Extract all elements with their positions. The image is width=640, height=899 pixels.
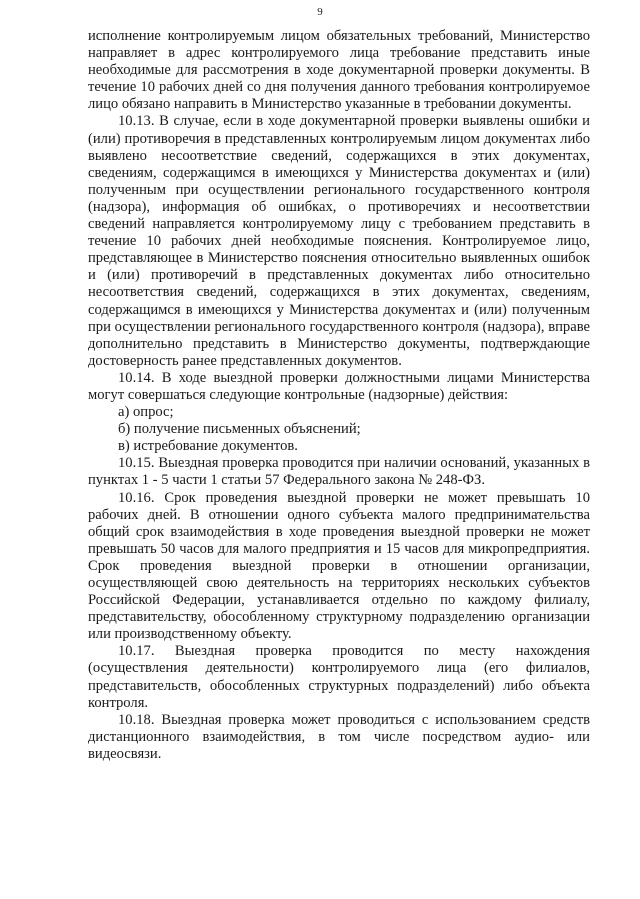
page-number: 9 xyxy=(317,6,323,18)
list-item-a: а) опрос; xyxy=(118,404,174,421)
list-item-b: б) получение письменных объяснений; xyxy=(118,421,361,438)
paragraph-10-18: 10.18. Выездная проверка может проводиться с использованием средств дистанционного взаимодействия, в том числе посредством аудио- или видеосвязи. xyxy=(88,711,590,762)
paragraph-10-15: 10.15. Выездная проверка проводится при наличии оснований, указанных в пунктах 1 - 5 части 1 статьи 57 Федерального закона № 248-ФЗ. xyxy=(88,455,590,489)
list-item-v: в) истребование документов. xyxy=(118,438,298,455)
paragraph-continuation: исполнение контролируемым лицом обязательных требований, Министерство направляет в адрес контролируемого лица требование представить иные необходимые для рассмотрения в ходе документарной проверки документы. В течение 10 рабочих дней со дня получения данного требования контролируемое лицо обязано направить в Министерство указанные в требовании документы. xyxy=(88,28,590,113)
paragraph-10-13: 10.13. В случае, если в ходе документарной проверки выявлены ошибки и (или) противоречия в представленных контролируемым лицом документах либо выявлено несоответствие сведений, содержащихся в этих документах, сведениям, содержащимся в имеющихся у Министерства документах и (или) полученным при осуществлении регионального государственного контроля (надзора), информация об ошибках, о противоречиях и несоответствии сведений направляется контролируемому лицу с требованием представить в течение 10 рабочих дней необходимые пояснения. Контролируемое лицо, представляющее в Министерство пояснения относительно выявленных ошибок и (или) противоречий в представленных документах либо относительно несоответствия сведений, содержащихся в этих документах, сведениям, содержащимся в имеющихся у Министерства документах и (или) полученным при осуществлении регионального государственного контроля (надзора), вправе дополнительно представить в Министерство документы, подтверждающие достоверность ранее представленных документов. xyxy=(88,113,590,369)
paragraph-10-16: 10.16. Срок проведения выездной проверки не может превышать 10 рабочих дней. В отношении одного субъекта малого предпринимательства общий срок взаимодействия в ходе проведения выездной проверки не может превышать 50 часов для малого предприятия и 15 часов для микропредприятия. Срок проведения выездной проверки в отношении организации, осуществляющей свою деятельность на территориях нескольких субъектов Российской Федерации, устанавливается отдельно по каждому филиалу, представительству, обособленному структурному подразделению организации или производственному объекту. xyxy=(88,489,590,643)
paragraph-10-17: 10.17. Выездная проверка проводится по месту нахождения (осуществления деятельности) контролируемого лица (его филиалов, представительств, обособленных структурных подразделений) либо объекта контроля. xyxy=(88,643,590,711)
paragraph-10-14: 10.14. В ходе выездной проверки должностными лицами Министерства могут совершаться следующие контрольные (надзорные) действия: xyxy=(88,369,590,403)
document-body xyxy=(88,28,590,763)
